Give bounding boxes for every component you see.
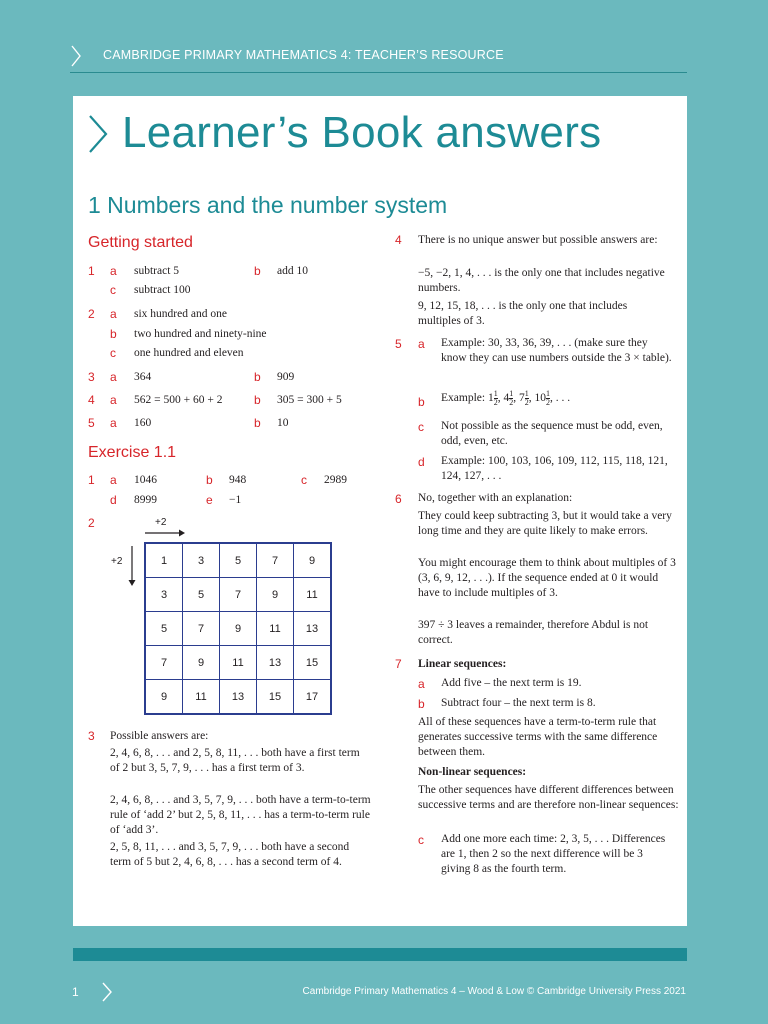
fraction: $\frac{1}{2}$ bbox=[524, 389, 529, 407]
answer-text: You might encourage them to think about multiples of 3 (3, 6, 9, 12, . . .). If the sequence ended at 0 it would have to include multiples of 3. bbox=[418, 557, 676, 599]
grid-cell: 11 bbox=[220, 646, 257, 680]
part-letter: a bbox=[110, 370, 117, 384]
part-letter: a bbox=[110, 393, 117, 407]
question-number: 1 bbox=[88, 264, 95, 278]
grid-cell: 3 bbox=[145, 578, 183, 612]
answer-text: add 10 bbox=[277, 265, 308, 277]
part-letter: b bbox=[418, 395, 425, 409]
question-number: 5 bbox=[395, 337, 402, 351]
answer-text: 909 bbox=[277, 371, 295, 383]
mixed-number: 1 bbox=[487, 392, 494, 405]
grid-cell: 13 bbox=[294, 612, 332, 646]
question-number: 5 bbox=[88, 416, 95, 430]
fraction: $\frac{1}{2}$ bbox=[493, 389, 498, 407]
grid-row bbox=[145, 578, 331, 612]
chevron-right-icon bbox=[70, 44, 82, 68]
answer-text: Not possible as the sequence must be odd, even, odd, even, etc. bbox=[441, 420, 663, 447]
answer-text: , . . . bbox=[549, 392, 571, 405]
question-number: 4 bbox=[88, 393, 95, 407]
grid-cell: 1 bbox=[145, 543, 183, 578]
running-header: CAMBRIDGE PRIMARY MATHEMATICS 4: TEACHER’S RESOURCE bbox=[103, 48, 504, 62]
answer-text: subtract 5 bbox=[134, 265, 180, 277]
grid-cell: 7 bbox=[257, 543, 294, 578]
grid-cell: 15 bbox=[257, 680, 294, 715]
grid-row bbox=[145, 543, 331, 578]
part-letter: a bbox=[418, 677, 425, 691]
question-number: 2 bbox=[88, 516, 95, 530]
across-label: +2 bbox=[155, 517, 167, 528]
mixed-number: 10 bbox=[534, 392, 546, 405]
part-letter: c bbox=[110, 283, 116, 297]
answer-text: Subtract four – the next term is 8. bbox=[441, 697, 596, 709]
footer-credit: Cambridge Primary Mathematics 4 – Wood & Low © Cambridge University Press 2021 bbox=[302, 986, 686, 997]
question-number: 4 bbox=[395, 233, 402, 247]
grid-row bbox=[145, 646, 331, 680]
answer-text: Possible answers are: bbox=[110, 730, 209, 742]
part-letter: a bbox=[110, 416, 117, 430]
grid-cell: 11 bbox=[294, 578, 332, 612]
answer-text: 305 = 300 + 5 bbox=[277, 394, 342, 406]
answer-text: −1 bbox=[229, 494, 242, 506]
grid-cell: 5 bbox=[220, 543, 257, 578]
mixed-number-sequence: Example: 1 $\frac{1}{2}$ , 4 $\frac{1}{2}$ , 7 $\frac{1}{2}$ , 10 $\frac{1}{2}$ , . . . bbox=[441, 389, 571, 407]
answer-text: Add one more each time: 2, 3, 5, . . . Differences are 1, then 2 so the next difference will be 3 giving 8 as the fourth term. bbox=[441, 833, 666, 875]
answer-text: 397 ÷ 3 leaves a remainder, therefore Abdul is not correct. bbox=[418, 619, 649, 646]
page-number: 1 bbox=[72, 985, 79, 999]
question-number: 7 bbox=[395, 657, 402, 671]
grid-cell: 7 bbox=[183, 612, 220, 646]
part-letter: b bbox=[418, 697, 425, 711]
answer-text: 1046 bbox=[134, 474, 157, 486]
answer-text: subtract 100 bbox=[134, 284, 191, 296]
answer-text: 9, 12, 15, 18, . . . is the only one that includes multiples of 3. bbox=[418, 300, 628, 327]
part-letter: b bbox=[110, 327, 117, 341]
answer-text: 364 bbox=[134, 371, 152, 383]
page-title: Learner’s Book answers bbox=[122, 108, 602, 157]
header-divider bbox=[70, 72, 687, 73]
grid-cell: 7 bbox=[145, 646, 183, 680]
answer-text: 160 bbox=[134, 417, 152, 429]
part-letter: d bbox=[110, 493, 117, 507]
part-letter: b bbox=[254, 393, 261, 407]
number-grid bbox=[144, 542, 332, 715]
answer-text: Example: 30, 33, 36, 39, . . . (make sure they know they can use numbers outside the 3 × table). bbox=[441, 337, 672, 364]
answer-text: Example: bbox=[441, 392, 488, 405]
grid-cell: 3 bbox=[183, 543, 220, 578]
fraction: $\frac{1}{2}$ bbox=[509, 389, 514, 407]
part-letter: a bbox=[418, 337, 425, 351]
question-number: 2 bbox=[88, 307, 95, 321]
part-letter: a bbox=[110, 264, 117, 278]
subheading: Non-linear sequences: bbox=[418, 766, 527, 778]
grid-cell: 5 bbox=[183, 578, 220, 612]
answer-text: All of these sequences have a term-to-term rule that generates successive terms with the same difference between them. bbox=[418, 716, 658, 758]
chevron-right-icon bbox=[86, 112, 110, 156]
answer-text: 2, 4, 6, 8, . . . and 2, 5, 8, 11, . . . both have a first term of 2 but 3, 5, 7, 9, . . . has a first term of 3. bbox=[110, 747, 360, 774]
answer-text: two hundred and ninety-nine bbox=[134, 328, 267, 340]
part-letter: b bbox=[254, 264, 261, 278]
answer-text: six hundred and one bbox=[134, 308, 227, 320]
part-letter: c bbox=[110, 346, 116, 360]
down-label: +2 bbox=[111, 556, 123, 567]
question-number: 3 bbox=[88, 370, 95, 384]
answer-text: 562 = 500 + 60 + 2 bbox=[134, 394, 223, 406]
grid-cell: 17 bbox=[294, 680, 332, 715]
answer-text: 2, 5, 8, 11, . . . and 3, 5, 7, 9, . . . both have a second term of 5 but 2, 4, 6, 8, . . . has a second term of 4. bbox=[110, 841, 350, 868]
subheading: Linear sequences: bbox=[418, 658, 507, 670]
chevron-right-icon bbox=[101, 981, 113, 1003]
footer-bar bbox=[73, 948, 687, 961]
mixed-number: 7 bbox=[518, 392, 525, 405]
fraction: $\frac{1}{2}$ bbox=[545, 389, 550, 407]
grid-cell: 9 bbox=[294, 543, 332, 578]
part-letter: a bbox=[110, 473, 117, 487]
answer-text: No, together with an explanation: bbox=[418, 492, 573, 504]
answer-text: 948 bbox=[229, 474, 247, 486]
answer-text: The other sequences have different differences between successive terms and are therefore non-linear sequences: bbox=[418, 784, 679, 811]
answer-text: 2, 4, 6, 8, . . . and 3, 5, 7, 9, . . . both have a term-to-term rule of ‘add 2’ but 2, 5, 8, 11, . . . has a term-to-term rule of ‘add 3’. bbox=[110, 794, 371, 836]
part-letter: d bbox=[418, 455, 425, 469]
grid-cell: 11 bbox=[183, 680, 220, 715]
grid-cell: 9 bbox=[220, 612, 257, 646]
answer-text: They could keep subtracting 3, but it would take a very long time and they are quite likely to make errors. bbox=[418, 510, 672, 537]
mixed-number: 4 bbox=[503, 392, 510, 405]
arrow-down-icon bbox=[128, 546, 136, 586]
grid-cell: 7 bbox=[220, 578, 257, 612]
answer-text: Example: 100, 103, 106, 109, 112, 115, 118, 121, 124, 127, . . . bbox=[441, 455, 668, 482]
grid-cell: 5 bbox=[145, 612, 183, 646]
arrow-right-icon bbox=[145, 529, 185, 537]
grid-cell: 13 bbox=[220, 680, 257, 715]
answer-text: 2989 bbox=[324, 474, 347, 486]
part-letter: b bbox=[254, 416, 261, 430]
part-letter: e bbox=[206, 493, 213, 507]
grid-row bbox=[145, 612, 331, 646]
grid-cell: 9 bbox=[145, 680, 183, 715]
answer-text: Add five – the next term is 19. bbox=[441, 677, 582, 689]
part-letter: a bbox=[110, 307, 117, 321]
grid-row bbox=[145, 680, 331, 715]
question-number: 1 bbox=[88, 473, 95, 487]
section-heading-getting-started: Getting started bbox=[88, 234, 193, 251]
question-number: 3 bbox=[88, 729, 95, 743]
part-letter: c bbox=[418, 833, 424, 847]
part-letter: b bbox=[206, 473, 213, 487]
chapter-title: 1 Numbers and the number system bbox=[88, 192, 448, 218]
grid-cell: 13 bbox=[257, 646, 294, 680]
question-number: 6 bbox=[395, 492, 402, 506]
part-letter: c bbox=[301, 473, 307, 487]
part-letter: c bbox=[418, 420, 424, 434]
answer-text: 8999 bbox=[134, 494, 157, 506]
grid-cell: 15 bbox=[294, 646, 332, 680]
grid-cell: 9 bbox=[257, 578, 294, 612]
answer-text: 10 bbox=[277, 417, 289, 429]
section-heading-exercise: Exercise 1.1 bbox=[88, 444, 177, 461]
grid-cell: 9 bbox=[183, 646, 220, 680]
answer-text: −5, −2, 1, 4, . . . is the only one that includes negative numbers. bbox=[418, 267, 665, 294]
grid-cell: 11 bbox=[257, 612, 294, 646]
part-letter: b bbox=[254, 370, 261, 384]
answer-text: one hundred and eleven bbox=[134, 347, 244, 359]
answer-text: There is no unique answer but possible answers are: bbox=[418, 234, 658, 246]
